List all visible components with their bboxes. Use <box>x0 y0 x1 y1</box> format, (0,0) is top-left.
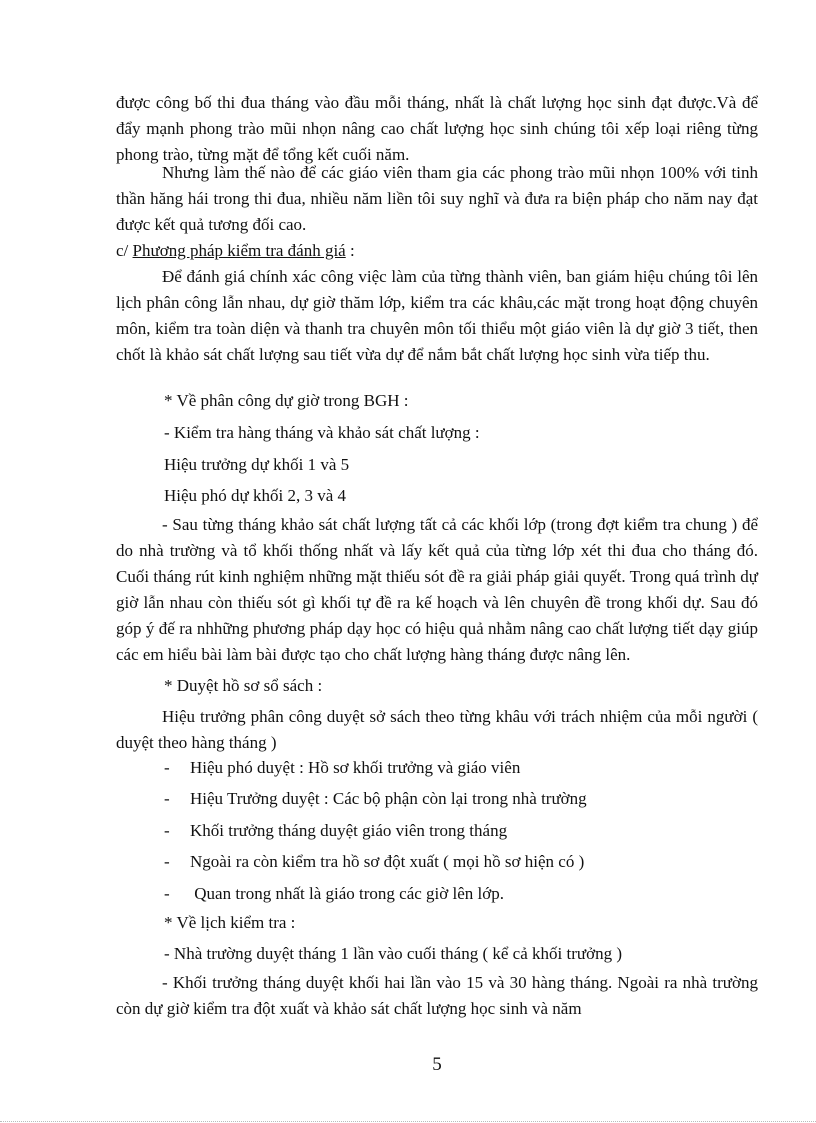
list-item: - Khối trưởng tháng duyệt giáo viên trong tháng <box>164 821 508 840</box>
list-item: - Quan trong nhất là giáo trong các giờ lên lớp. <box>164 884 504 903</box>
list-item: - Ngoài ra còn kiểm tra hồ sơ đột xuất ( mọi hồ sơ hiện có ) <box>164 852 585 871</box>
page-bottom-divider <box>0 1121 816 1122</box>
line-school-review: - Nhà trường duyệt tháng 1 lần vào cuối tháng ( kể cả khối trưởng ) <box>164 944 622 963</box>
paragraph-question: Nhưng làm thế nào để các giáo viên tham gia các phong trào mũi nhọn 100% với tinh thần hăng hái trong thi đua, nhiều năm liền tôi suy nghĩ và đưa ra biện pháp cho năm nay đạt được kết quả tương đối cao. <box>116 163 758 234</box>
paragraph-block-review: - Khối trưởng tháng duyệt khối hai lần vào 15 và 30 hàng tháng. Ngoài ra nhà trường còn dự giờ kiểm tra đột xuất và khảo sát chất lượng học sinh và năm <box>116 973 758 1018</box>
heading-bgh-schedule: * Về phân công dự giờ trong BGH : <box>164 391 409 410</box>
section-c-title: Phương pháp kiểm tra đánh giá <box>132 241 346 260</box>
section-c-prefix: c/ <box>116 241 133 260</box>
heading-inspection-schedule: * Về lịch kiểm tra : <box>164 913 296 932</box>
line-principal: Hiệu trưởng dự khối 1 và 5 <box>164 455 350 474</box>
line-vice-principal: Hiệu phó dự khối 2, 3 và 4 <box>164 486 347 505</box>
list-item: - Hiệu phó duyệt : Hồ sơ khối trưởng và giáo viên <box>164 758 521 777</box>
section-heading-c <box>116 238 355 264</box>
line-monthly-check: - Kiểm tra hàng tháng và khảo sát chất lượng : <box>164 423 480 442</box>
page-number: 5 <box>432 1054 442 1075</box>
paragraph-intro: được công bố thi đua tháng vào đầu mỗi tháng, nhất là chất lượng học sinh đạt được.Và để đẩy mạnh phong trào mũi nhọn nâng cao chất lượng học sinh chúng tôi xếp loại riêng từng phong trào, từng mặt để tổng kết cuối năm. <box>116 93 758 164</box>
list-item: - Hiệu Trưởng duyệt : Các bộ phận còn lại trong nhà trường <box>164 789 587 808</box>
paragraph-review-assignment: Hiệu trưởng phân công duyệt sở sách theo từng khâu với trách nhiệm của mỗi người ( duyệt theo hàng tháng ) <box>116 707 758 752</box>
section-c-suffix: : <box>345 241 355 260</box>
paragraph-evaluation: Để đánh giá chính xác công việc làm của từng thành viên, ban giám hiệu chúng tôi lên lịch phân công lẫn nhau, dự giờ thăm lớp, kiểm tra các khâu,các mặt trong hoạt động chuyên môn, kiểm tra toàn diện và thanh tra chuyên môn tối thiểu một giáo viên là dự giờ 3 tiết, then chốt là khảo sát chất lượng sau tiết vừa dự để nắm bắt chất lượng học sinh vừa tiếp thu. <box>116 267 758 364</box>
heading-document-review: * Duyệt hồ sơ sổ sách : <box>164 676 323 695</box>
paragraph-monthly-survey: - Sau từng tháng khảo sát chất lượng tất cả các khối lớp (trong đợt kiểm tra chung ) để do nhà trường và tổ khối thống nhất và lấy kết quả của từng lớp xét thi đua cho tháng đó. Cuối tháng rút kinh nghiệm những mặt thiếu sót đề ra giải pháp giải quyết. Trong quá trình dự giờ lẫn nhau còn thiếu sót gì khối tự đề ra kế hoạch và lên chuyên đề trong khối dự. Sau đó góp ý đế ra nhhững phương pháp dạy học có hiệu quả nhằm nâng cao chất lượng tiết dạy giúp các em hiểu bài làm bài được tạo cho chất lượng hàng tháng được nâng lên. <box>116 515 758 664</box>
